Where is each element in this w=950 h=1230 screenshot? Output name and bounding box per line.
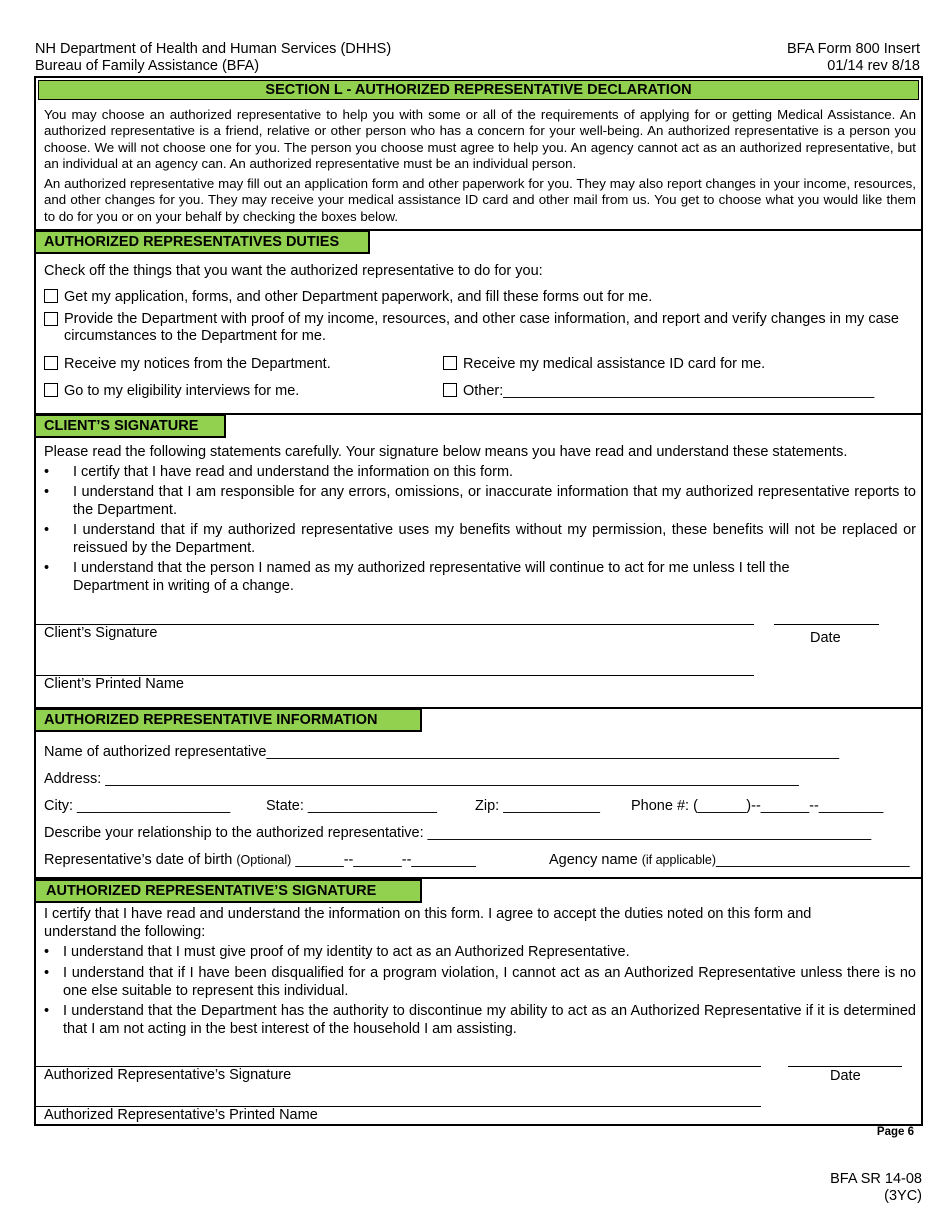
dob-label: Representative’s date of birth <box>44 852 233 868</box>
bullet-icon: • <box>44 944 50 960</box>
checkbox[interactable] <box>44 356 58 370</box>
duty-label: Receive my notices from the Department. <box>64 356 331 372</box>
agency-blank: ________________________ <box>716 852 910 868</box>
list-item <box>44 464 916 482</box>
duty-label: Other:______________________________________________ <box>463 383 875 399</box>
dob-optional-note: (Optional) <box>236 853 292 867</box>
rep-date-label: Date <box>830 1068 861 1084</box>
rep-info-heading: AUTHORIZED REPRESENTATIVE INFORMATION <box>36 708 422 732</box>
bullet-icon: • <box>44 522 50 538</box>
duty-item-interviews[interactable] <box>44 383 299 400</box>
client-statement: I certify that I have read and understand the information on this form. <box>73 464 514 480</box>
form-id-header <box>787 41 920 75</box>
form-frame <box>34 76 923 1126</box>
form-code-line-1: BFA SR 14-08 <box>830 1171 922 1187</box>
bullet-icon: • <box>44 1003 50 1019</box>
rep-signature-label: Authorized Representative’s Signature <box>44 1067 292 1083</box>
client-date-line[interactable] <box>774 624 879 625</box>
client-statement: I understand that if my authorized representative uses my benefits without my permission, these benefits will not be replaced or reissued by the Department. <box>73 522 916 556</box>
rep-agency-field[interactable] <box>549 852 910 869</box>
checkbox[interactable] <box>443 383 457 397</box>
agency-note: (if applicable) <box>641 853 717 867</box>
agency-header <box>35 41 391 75</box>
intro-paragraph-1: You may choose an authorized representative to help you with some or all of the requirements of applying for or getting Medical Assistance. An authorized representative is a friend, relative or other person who has a concern for your well-being. An authorized representative is a person you choose. We will not choose one for you. The person you choose must agree to help you. An agency cannot act as an authorized representative, but an individual at an agency can. An authorized representative must be an individual person. <box>44 107 916 171</box>
client-statement: I understand that I am responsible for any errors, omissions, or inaccurate information that my authorized representative reports to the Department. <box>73 484 916 518</box>
client-date-label: Date <box>810 630 841 646</box>
rep-date-line[interactable] <box>788 1066 902 1067</box>
checkbox[interactable] <box>44 383 58 397</box>
checkbox[interactable] <box>44 289 58 303</box>
rep-zip-field[interactable]: Zip: ____________ <box>475 798 600 814</box>
rep-statement: I understand that I must give proof of my identity to act as an Authorized Representative. <box>63 944 630 960</box>
client-intro: Please read the following statements carefully. Your signature below means you have read and understand these statements. <box>44 444 848 460</box>
bullet-icon: • <box>44 484 50 500</box>
dob-blank: ______--______--________ <box>295 852 476 868</box>
duty-item-other[interactable] <box>443 383 874 400</box>
rep-city-field[interactable]: City: ___________________ <box>44 798 231 814</box>
client-signature-label: Client’s Signature <box>44 625 158 641</box>
bullet-icon: • <box>44 560 50 576</box>
checkbox[interactable] <box>44 312 58 326</box>
duty-item-id-card[interactable] <box>443 356 765 373</box>
duty-label: Provide the Department with proof of my income, resources, and other case information, and report and verify changes in my case circumstances to the Department for me. <box>64 311 899 344</box>
list-item <box>44 484 916 519</box>
list-item <box>44 522 916 557</box>
bullet-icon: • <box>44 965 50 981</box>
duty-item-notices[interactable] <box>44 356 331 373</box>
bullet-icon: • <box>44 464 50 480</box>
rep-phone-field[interactable]: Phone #: (______)--______--________ <box>631 798 884 814</box>
client-statement: I understand that the person I named as my authorized representative will continue to act for me unless I tell the Department in writing of a change. <box>73 560 790 594</box>
client-signature-heading: CLIENT’S SIGNATURE <box>36 414 226 438</box>
duty-label: Get my application, forms, and other Department paperwork, and fill these forms out for me. <box>64 289 653 305</box>
list-item <box>44 965 916 1000</box>
intro-text <box>44 107 916 225</box>
list-item <box>44 560 916 595</box>
duty-label: Receive my medical assistance ID card for me. <box>463 356 766 372</box>
rep-address-field[interactable]: Address: ______________________________________________________________________________________ <box>44 771 799 787</box>
bureau-name: Bureau of Family Assistance (BFA) <box>35 58 260 74</box>
form-number: BFA Form 800 Insert <box>787 41 920 57</box>
rep-sig-intro: I certify that I have read and understand the information on this form. I agree to accept the duties noted on this form and understand the following: <box>44 906 812 940</box>
list-item <box>44 1003 916 1038</box>
rep-name-field[interactable]: Name of authorized representative_______________________________________________________________________ <box>44 744 840 760</box>
duties-instruction: Check off the things that you want the authorized representative to do for you: <box>44 263 543 279</box>
rep-statement: I understand that if I have been disqualified for a program violation, I cannot act as an Authorized Representative unless there is no one else suitable to represent this individual. <box>63 965 916 999</box>
rep-statement: I understand that the Department has the authority to discontinue my ability to act as an Authorized Representative if it is determined that I am not acting in the best interest of the household I am assisting. <box>63 1003 916 1037</box>
duty-label: Go to my eligibility interviews for me. <box>64 383 300 399</box>
section-title: SECTION L - AUTHORIZED REPRESENTATIVE DECLARATION <box>38 80 919 100</box>
rep-signature-heading: AUTHORIZED REPRESENTATIVE’S SIGNATURE <box>36 879 422 903</box>
intro-paragraph-2: An authorized representative may fill out an application form and other paperwork for you. They may also report changes in your income, resources, and other changes for you. They may receive your medical assistance ID card and other mail from us. You get to choose what you would like them to do for you or on your behalf by checking the boxes below. <box>44 176 916 224</box>
rep-dob-field[interactable] <box>44 852 476 869</box>
duty-item-proof[interactable] <box>44 311 914 345</box>
agency-name: NH Department of Health and Human Services (DHHS) <box>35 41 392 57</box>
duties-heading: AUTHORIZED REPRESENTATIVES DUTIES <box>36 230 370 254</box>
page-number: Page 6 <box>876 1126 914 1138</box>
duty-item-paperwork[interactable] <box>44 289 914 306</box>
checkbox[interactable] <box>443 356 457 370</box>
form-revision: 01/14 rev 8/18 <box>827 58 920 74</box>
agency-label: Agency name <box>549 852 638 868</box>
rep-printed-name-label: Authorized Representative’s Printed Name <box>44 1107 318 1123</box>
client-printed-name-label: Client’s Printed Name <box>44 676 184 692</box>
form-code-line-2: (3YC) <box>884 1188 922 1204</box>
form-code <box>830 1171 922 1205</box>
rep-relationship-field[interactable]: Describe your relationship to the authorized representative: _______________________________________________________ <box>44 825 872 841</box>
rep-state-field[interactable]: State: ________________ <box>266 798 437 814</box>
list-item <box>44 944 916 962</box>
